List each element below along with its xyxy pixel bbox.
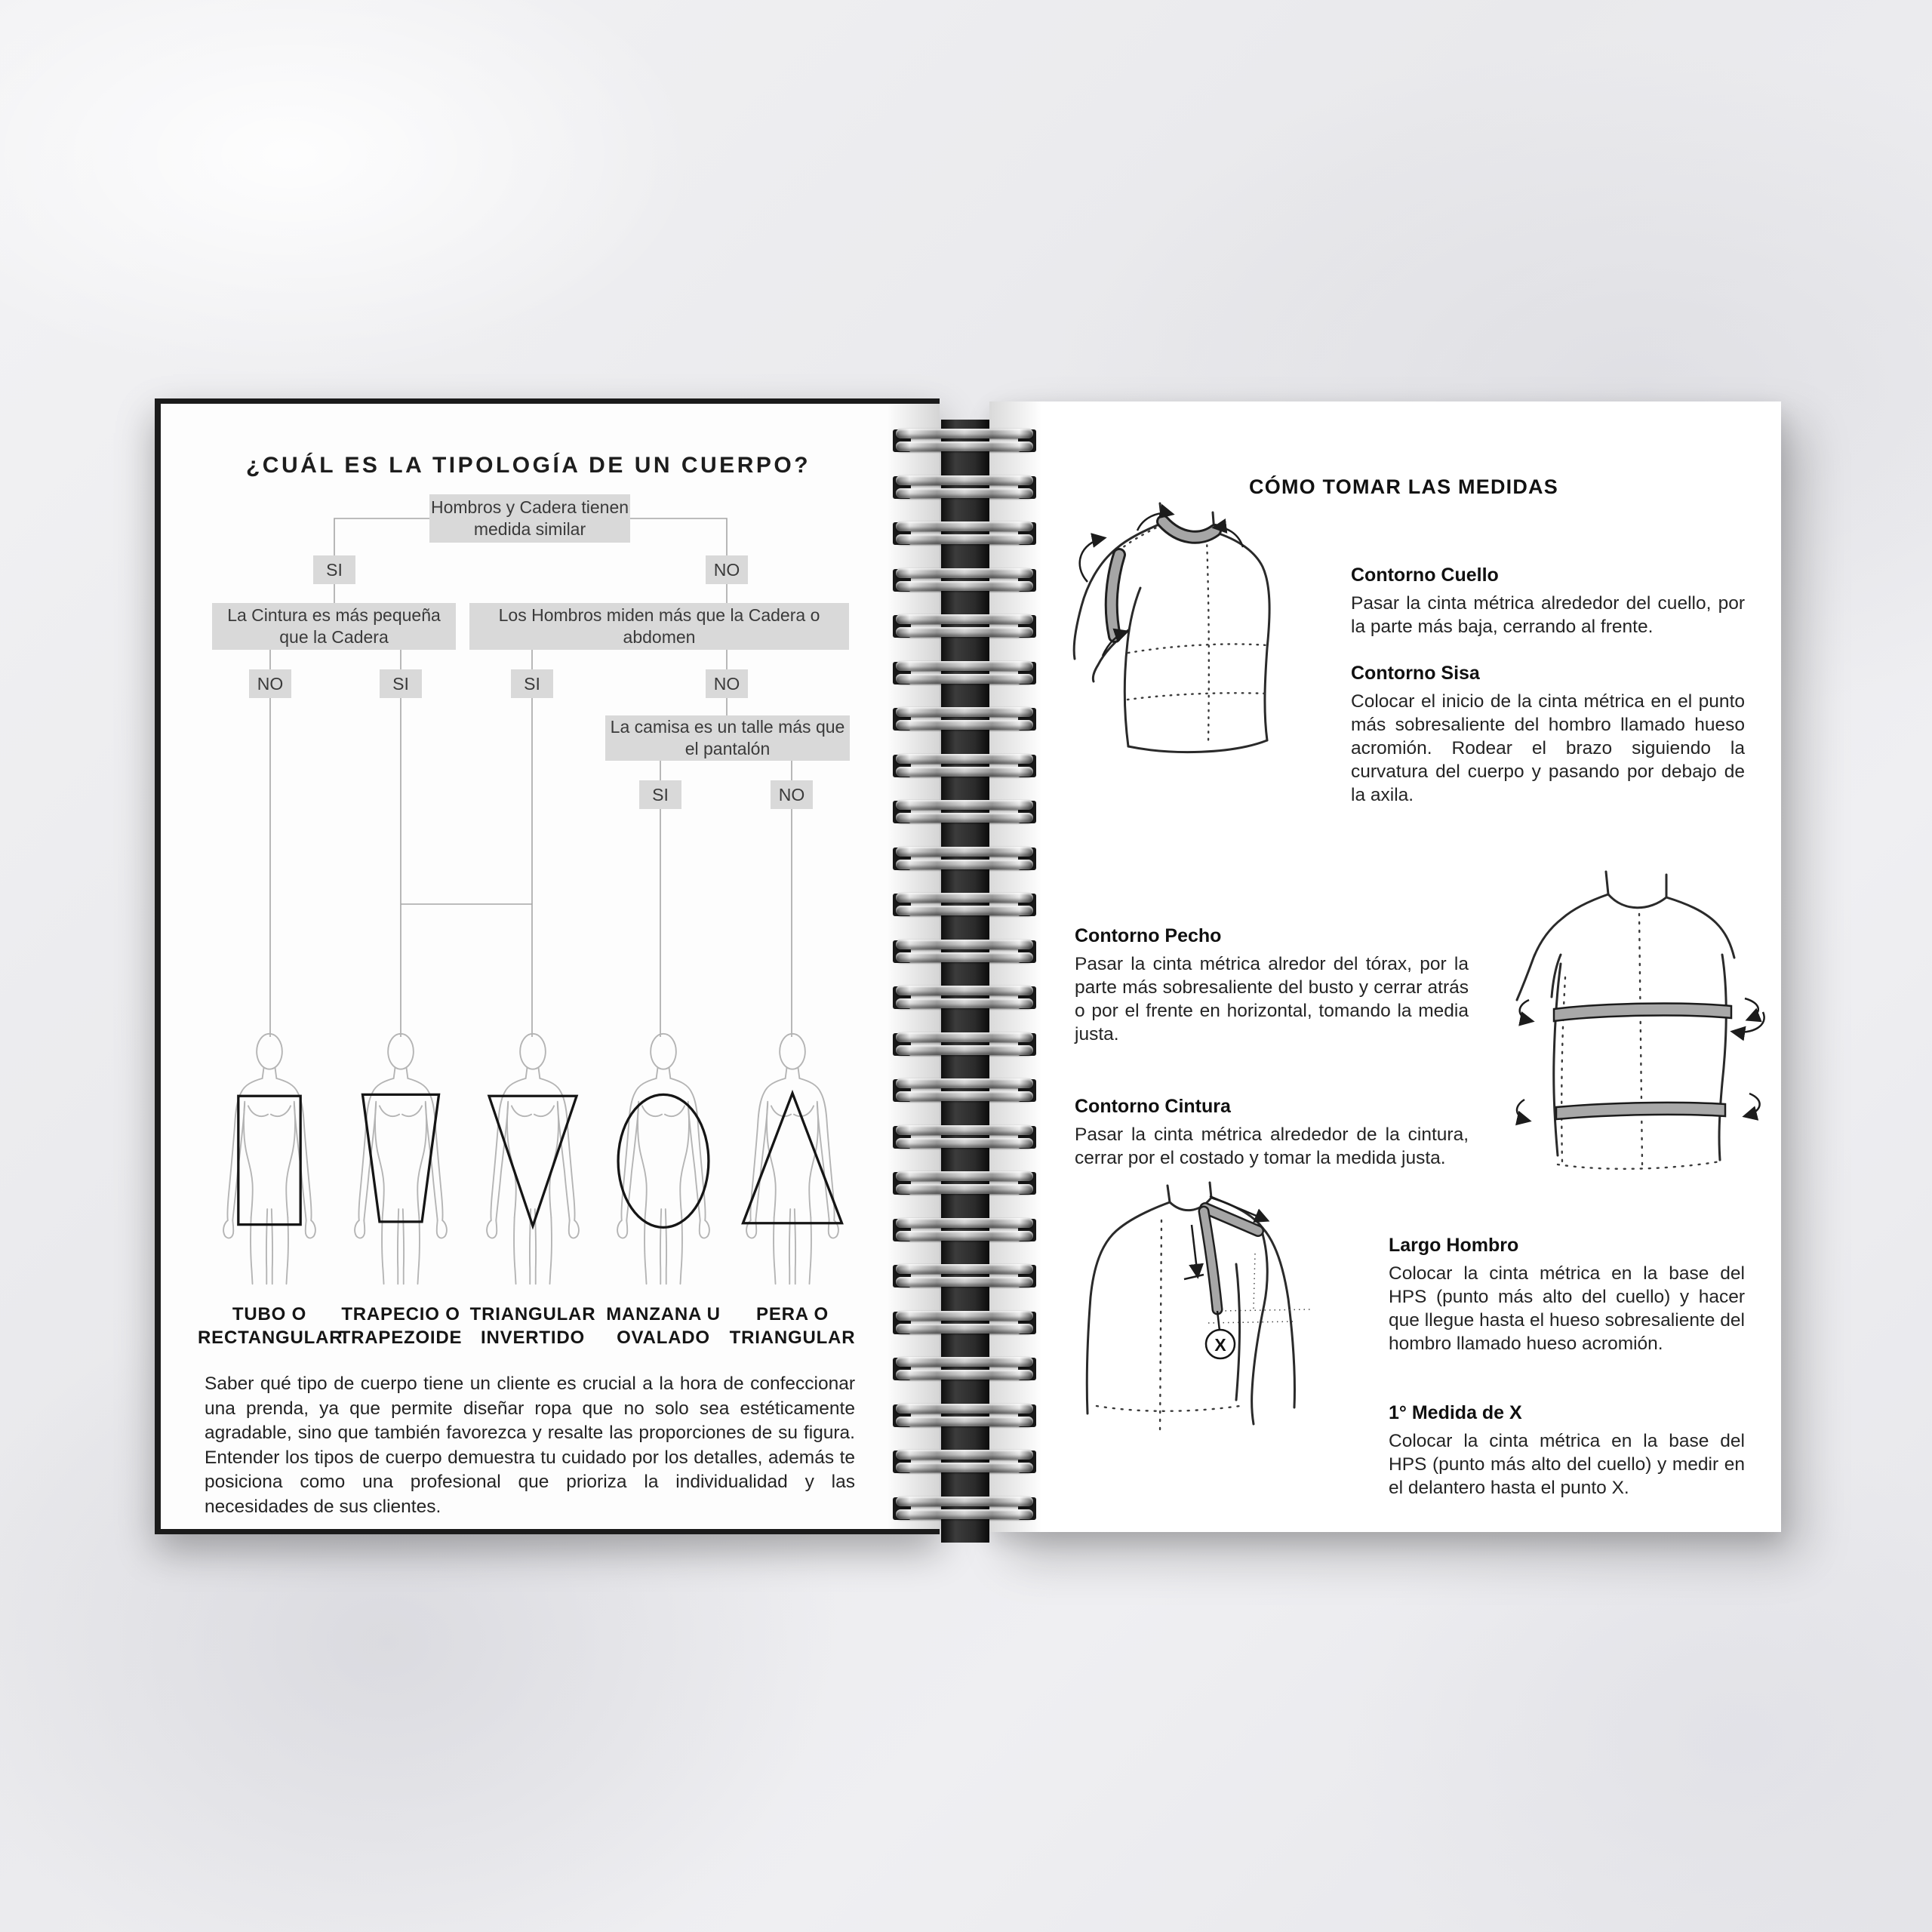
flowchart-chip-no-3: NO bbox=[706, 669, 748, 698]
body-figure-oval bbox=[607, 1032, 720, 1287]
binding-ring bbox=[893, 427, 1036, 454]
label-line: INVERTIDO bbox=[481, 1327, 585, 1348]
binding-ring bbox=[893, 1217, 1036, 1244]
section-heading: Contorno Cintura bbox=[1075, 1096, 1231, 1117]
binding-ring bbox=[893, 660, 1036, 687]
binding-ring bbox=[893, 1309, 1036, 1337]
rotation-arrow bbox=[1745, 998, 1758, 1020]
oval-shape bbox=[618, 1094, 709, 1227]
spiral-binding bbox=[893, 427, 1036, 1544]
body-figure-trapezoid bbox=[344, 1032, 457, 1287]
right-page-title: CÓMO TOMAR LAS MEDIDAS bbox=[1249, 475, 1558, 498]
binding-ring bbox=[893, 752, 1036, 780]
binding-ring bbox=[893, 1355, 1036, 1383]
rotation-arrow bbox=[1745, 1094, 1760, 1116]
chest-tape-band bbox=[1554, 1004, 1731, 1021]
trapezoid-shape bbox=[362, 1094, 438, 1222]
binding-ring bbox=[893, 474, 1036, 501]
neck-armhole-measure-illustration bbox=[1053, 494, 1324, 834]
section-heading: Contorno Sisa bbox=[1351, 663, 1480, 684]
section-heading: 1° Medida de X bbox=[1389, 1402, 1522, 1423]
section-body: Pasar la cinta métrica alrededor de la cintura, cerrar por el costado y tomar la medida justa. bbox=[1075, 1124, 1469, 1168]
x-point-label: X bbox=[1214, 1335, 1226, 1355]
body-figure-rectangle bbox=[213, 1032, 326, 1287]
left-page-paragraph: Saber qué tipo de cuerpo tiene un cliente es crucial a la hora de confeccionar una prenda, ya que permite diseñar ropa que no solo sea estéticamente agradable, sino que también favorezca y resalte las proporciones de su figura. Entender los tipos de cuerpo demuestra tu cuidado por los detalles, además te posiciona como una profesional que prioriza la individualidad y las necesidades de sus clientes. bbox=[205, 1374, 855, 1517]
binding-ring bbox=[893, 891, 1036, 918]
binding-ring bbox=[893, 1448, 1036, 1475]
binding-ring bbox=[893, 1263, 1036, 1290]
label-line: OVALADO bbox=[617, 1327, 710, 1348]
binding-ring bbox=[893, 984, 1036, 1011]
binding-ring bbox=[893, 706, 1036, 733]
binding-ring bbox=[893, 1077, 1036, 1104]
measure-direction-arrow bbox=[1192, 1225, 1198, 1276]
flowchart-chip-si-2: SI bbox=[380, 669, 422, 698]
binding-ring bbox=[893, 520, 1036, 547]
body-figure-inverted-triangle bbox=[476, 1032, 589, 1287]
flowchart-chip-no-2: NO bbox=[249, 669, 291, 698]
binding-ring bbox=[893, 798, 1036, 826]
binding-ring bbox=[893, 1495, 1036, 1522]
section-body: Colocar el inicio de la cinta métrica en el punto más sobresaliente del hombro llamado hueso acromión. Rodear el brazo siguiendo la curvatura del cuerpo y pasando por debajo de la axila. bbox=[1351, 691, 1745, 805]
body-figure-triangle bbox=[736, 1032, 849, 1287]
binding-ring bbox=[893, 845, 1036, 872]
label-line: PERA O bbox=[756, 1304, 829, 1324]
binding-ring bbox=[893, 1124, 1036, 1151]
binding-ring bbox=[893, 1402, 1036, 1429]
flowchart-chip-si-1: SI bbox=[313, 555, 355, 584]
rotation-arrow bbox=[1517, 1100, 1529, 1121]
label-line: TRIANGULAR bbox=[729, 1327, 856, 1348]
flowchart-node-waist: La Cintura es más pequeña que la Cadera bbox=[212, 603, 456, 650]
label-line: MANZANA U bbox=[606, 1304, 721, 1324]
label-line: TUBO O bbox=[232, 1304, 307, 1324]
flowchart-node-shirt: La camisa es un talle más que el pantalón bbox=[605, 715, 850, 761]
binding-ring bbox=[893, 567, 1036, 594]
section-body: Colocar la cinta métrica en la base del HPS (punto más alto del cuello) y hacer que llegue hasta el hueso sobresaliente del hombro llamado hueso acromión. bbox=[1389, 1263, 1745, 1354]
flowchart-node-shoulders: Los Hombros miden más que la Cadera o abdomen bbox=[469, 603, 849, 650]
label-line: TRIANGULAR bbox=[469, 1304, 596, 1324]
binding-ring bbox=[893, 938, 1036, 965]
section-body: Pasar la cinta métrica alrededor del cuello, por la parte más baja, cerrando al frente. bbox=[1351, 593, 1745, 637]
flowchart-chip-no-4: NO bbox=[771, 780, 813, 809]
label-line: TRAPEZOIDE bbox=[339, 1327, 463, 1348]
label-line: RECTANGULAR bbox=[198, 1327, 343, 1348]
flowchart-node-root: Hombros y Cadera tienen medida similar bbox=[429, 494, 630, 543]
left-page-title: ¿CUÁL ES LA TIPOLOGÍA DE UN CUERPO? bbox=[245, 453, 811, 478]
rotation-arrow bbox=[1733, 1012, 1764, 1032]
section-heading: Contorno Cuello bbox=[1351, 565, 1499, 586]
section-heading: Contorno Pecho bbox=[1075, 925, 1222, 946]
section-body: Colocar la cinta métrica en la base del HPS (punto más alto del cuello) y medir en el delantero hasta el punto X. bbox=[1389, 1431, 1745, 1498]
shoulder-seam-dashed bbox=[1118, 525, 1162, 552]
binding-ring bbox=[893, 613, 1036, 640]
binding-ring bbox=[893, 1031, 1036, 1058]
rotation-arrow bbox=[1080, 538, 1104, 582]
flowchart-chip-si-4: SI bbox=[639, 780, 681, 809]
section-heading: Largo Hombro bbox=[1389, 1235, 1519, 1256]
binding-ring bbox=[893, 1170, 1036, 1197]
shoulder-length-illustration bbox=[1060, 1181, 1347, 1460]
flowchart-chip-si-3: SI bbox=[511, 669, 553, 698]
section-body: Pasar la cinta métrica alredor del tórax, por la parte más sobresaliente del busto y cerrar atrás o por el frente en horizontal, tomando la media justa. bbox=[1075, 954, 1469, 1044]
waist-tape-band bbox=[1556, 1103, 1725, 1119]
chest-waist-measure-illustration bbox=[1509, 864, 1781, 1204]
label-line: TRAPECIO O bbox=[341, 1304, 460, 1324]
rotation-arrow bbox=[1520, 1000, 1532, 1021]
flowchart-chip-no-1: NO bbox=[706, 555, 748, 584]
